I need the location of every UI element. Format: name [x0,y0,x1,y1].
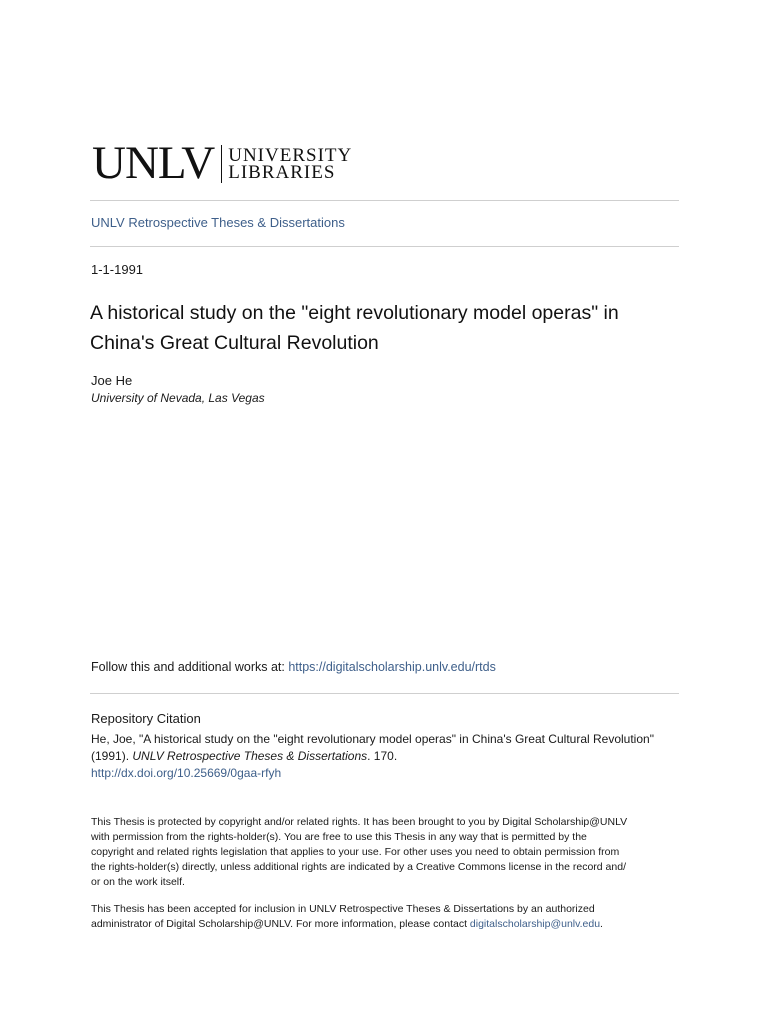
follow-divider [90,693,679,694]
logo-subtitle-line1: UNIVERSITY [228,144,353,166]
citation-doi-link[interactable]: http://dx.doi.org/10.25669/0gaa-rfyh [91,766,282,780]
citation-heading: Repository Citation [91,711,201,726]
citation-series: UNLV Retrospective Theses & Dissertations [132,749,368,763]
acceptance-end: . [600,918,603,930]
thesis-title [90,298,690,358]
author-name: Joe He [91,373,133,388]
rights-line1: This Thesis is protected by copyright and/or related rights. It has been brought to you by Digital Scholarship@UNLV [91,816,628,828]
logo-subtitle [228,144,353,183]
citation-line1: He, Joe, "A historical study on the "eight revolutionary model operas" in China's Great Cultural Revolution" [91,732,654,746]
follow-line [91,660,496,674]
rights-statement [91,815,681,890]
citation-number: . 170. [367,749,398,763]
rights-line3: copyright and related rights legislation that applies to your use. For other uses you need to obtain permission from [91,846,620,858]
publication-date: 1-1-1991 [91,262,144,277]
thesis-title-line1: A historical study on the "eight revolutionary model operas" in [90,302,619,324]
citation-line2 [91,748,691,765]
follow-link[interactable]: https://digitalscholarship.unlv.edu/rtds [288,660,496,674]
acceptance-line2-text: administrator of Digital Scholarship@UNLV. For more information, please contact [91,918,470,930]
citation-year: (1991). [91,749,133,763]
contact-email-link[interactable]: digitalscholarship@unlv.edu [469,918,601,930]
rights-line5: or on the work itself. [91,876,185,888]
author-affiliation: University of Nevada, Las Vegas [91,391,265,405]
repository-citation [91,731,691,782]
rights-line2: with permission from the rights-holder(s). You are free to use this Thesis in any way that is permitted by the [91,831,587,843]
logo-wordmark: UNLV [92,137,215,189]
follow-text: Follow this and additional works at: [91,660,289,674]
acceptance-line1: This Thesis has been accepted for inclusion in UNLV Retrospective Theses & Dissertations by an authorized [91,903,595,915]
top-divider [90,200,679,201]
collection-divider [90,246,679,247]
logo-divider [221,145,222,183]
unlv-libraries-logo [92,137,353,189]
logo-subtitle-line2: LIBRARIES [228,161,336,183]
acceptance-line2 [91,917,681,932]
acceptance-statement [91,902,681,932]
rights-line4: the rights-holder(s) directly, unless additional rights are indicated by a Creative Commons license in the record and/ [91,861,626,873]
collection-link[interactable]: UNLV Retrospective Theses & Dissertations [91,215,345,230]
thesis-title-line2: China's Great Cultural Revolution [90,332,379,354]
